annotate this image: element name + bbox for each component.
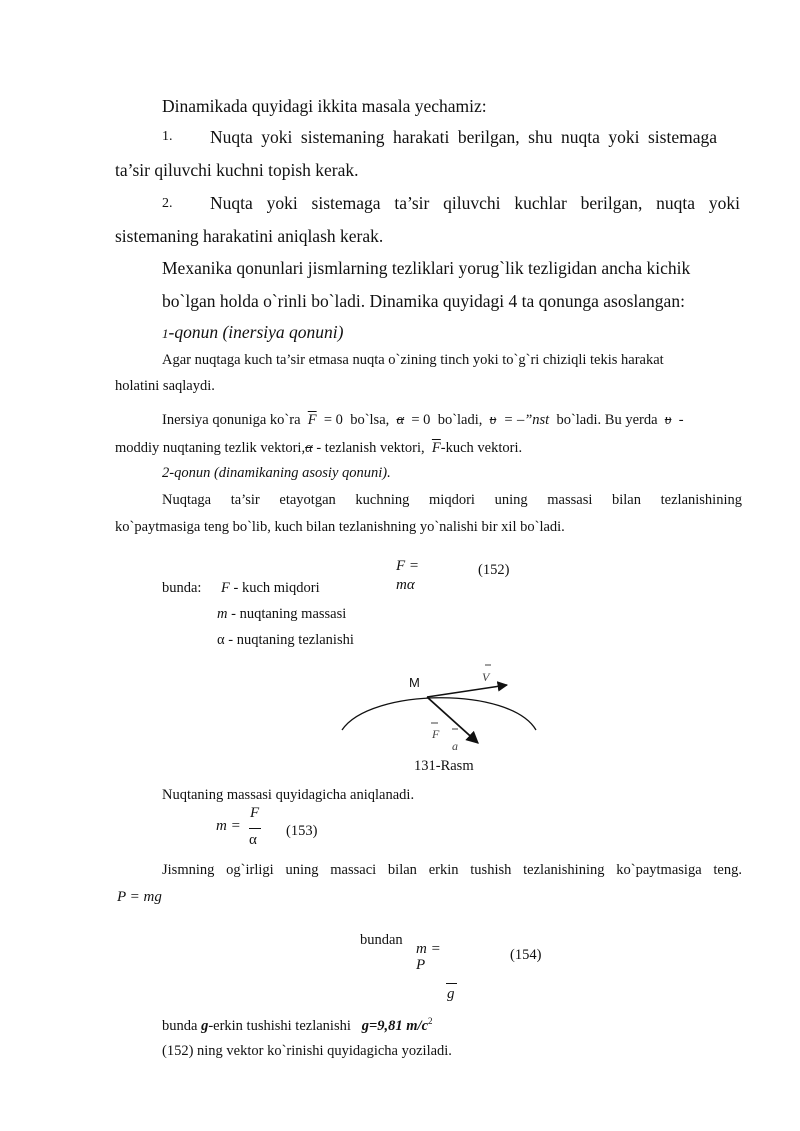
equation-part: = 0 (323, 412, 343, 428)
intro-text: Dinamikada quyidagi ikkita masala yechamiz: (162, 96, 487, 116)
equation-part: = 0 (411, 412, 431, 428)
mass-symbol: m (217, 606, 228, 622)
figure-caption: 131-Rasm (414, 758, 474, 774)
point-label-m: M (409, 675, 420, 690)
inertia-text: Inersiya qonuniga ko`ra (162, 412, 301, 428)
definition-text: - nuqtaning tezlanishi (228, 632, 354, 648)
last-line: (152) ning vektor ko`rinishi quyidagicha yoziladi. (162, 1043, 452, 1059)
paragraph-line: bo`lgan holda o`rinli bo`ladi. Dinamika quyidagi 4 ta qonunga asoslangan: (162, 291, 685, 311)
law1-text: holatini saqlaydi. (115, 378, 215, 394)
equation-153-numerator: F (250, 805, 260, 821)
gravity-line (162, 1016, 433, 1035)
equation-153-lhs: m = (216, 818, 241, 834)
list-number: 1. (162, 129, 173, 144)
law1-text: Agar nuqtaga kuch ta’sir etmasa nuqta o`zining tinch yoki to`g`ri chiziqli tekis harakat (162, 352, 664, 368)
law2-text: Nuqtaga ta’sir etayotgan kuchning miqdori uning massasi bilan tezlanishining (162, 492, 742, 508)
inertia-line-2 (115, 440, 522, 457)
definition-text: - kuch miqdori (233, 580, 320, 596)
equation-154-denominator: g (447, 986, 455, 1002)
superscript: 2 (428, 1016, 433, 1026)
acceleration-symbol: α (305, 440, 313, 456)
equation-153-denominator: α (249, 832, 257, 848)
fraction-bar (446, 983, 457, 984)
equation-154-label: (154) (510, 947, 542, 963)
list-item-text: sistemaning harakatini aniqlash kerak. (115, 226, 384, 246)
list-item-text: ta’sir qiluvchi kuchni topish kerak. (115, 160, 359, 180)
text: bunda (162, 1017, 198, 1034)
equation-154-top: m = (416, 941, 441, 957)
equation-152-top: F = (396, 558, 420, 574)
equation-part: = –”nst (503, 412, 550, 428)
acceleration-symbol: α (217, 632, 225, 648)
definition-text: - nuqtaning massasi (231, 606, 347, 622)
weight-text: Jismning og`irligi uning massaci bilan erkin tushish tezlanishining ko`paytmasiga teng. (162, 862, 742, 878)
equation-154-middle: P (416, 957, 426, 973)
inertia-text: bo`lsa, (350, 412, 390, 428)
inertia-text: - tezlanish vektori, (316, 440, 425, 456)
inertia-text: -kuch vektori. (440, 440, 523, 456)
bunda-label: bunda: (162, 580, 202, 596)
velocity-symbol: υ (489, 412, 497, 428)
def-acceleration (217, 632, 354, 649)
acceleration-label: a (452, 739, 458, 753)
inertia-text: moddiy nuqtaning tezlik vektori, (115, 440, 306, 456)
weight-equation: P = mg (117, 889, 162, 905)
inertia-line-1 (162, 412, 684, 429)
acceleration-symbol: α (396, 412, 405, 428)
velocity-vector (427, 685, 507, 697)
inertia-text: bo`ladi. Bu yerda (556, 412, 658, 428)
def-force (221, 580, 320, 597)
law2-text: ko`paytmasiga teng bo`lib, kuch bilan tezlanishning yo`nalishi bir xil bo`ladi. (115, 519, 565, 535)
force-symbol: $\overline{F}$ (431, 440, 441, 456)
mass-text: Nuqtaning massasi quyidagicha aniqlanadi. (162, 787, 415, 803)
equation-153-label: (153) (286, 823, 318, 839)
law1-heading-number: 1 (162, 326, 169, 341)
bundan-label: bundan (360, 932, 403, 948)
def-mass (217, 606, 346, 623)
velocity-symbol: υ (664, 412, 672, 428)
fraction-bar (249, 828, 261, 829)
force-label: F (432, 727, 440, 741)
list-item-text: Nuqta yoki sistemaga ta’sir qiluvchi kuchlar berilgan, nuqta yoki (210, 193, 740, 213)
gravity-value: g=9,81 m/c (361, 1017, 429, 1034)
velocity-label: V (482, 670, 490, 684)
law2-heading: 2-qonun (dinamikaning asosiy qonuni). (162, 465, 391, 481)
force-symbol: F (221, 580, 230, 596)
g-symbol: g (201, 1017, 209, 1034)
law1-heading (162, 322, 343, 343)
equation-152-bottom: mα (396, 577, 415, 593)
figure-131 (330, 660, 550, 760)
trajectory-arc (342, 698, 536, 730)
list-item-text: Nuqta yoki sistemaning harakati berilgan, shu nuqta yoki sistemaga (210, 127, 717, 147)
list-number: 2. (162, 196, 173, 211)
force-symbol: $\overline{F}$ (307, 412, 317, 428)
law1-heading-text: -qonun (inersiya qonuni) (168, 322, 344, 342)
text: -erkin tushishi tezlanishi (208, 1017, 351, 1034)
inertia-text: bo`ladi, (437, 412, 483, 428)
dash: - (678, 412, 684, 428)
equation-152-label: (152) (478, 562, 510, 578)
paragraph-line: Mexanika qonunlari jismlarning tezliklari yorug`lik tezligidan ancha kichik (162, 258, 691, 278)
